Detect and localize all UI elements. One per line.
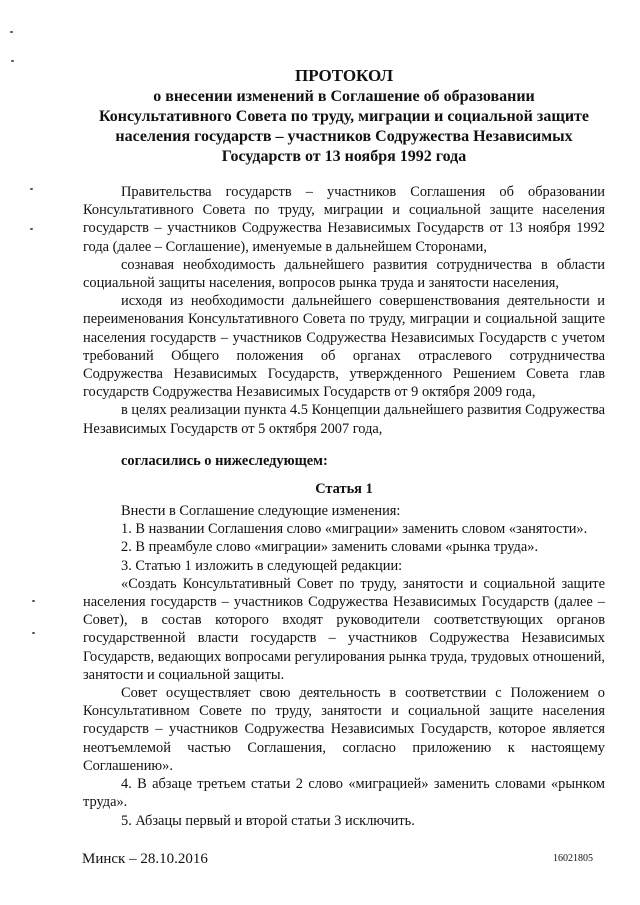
article-paragraph: 4. В абзаце третьем статьи 2 слово «миграцией» заменить словами «рынком труда». [83,776,605,811]
footer-document-code: 16021805 [553,853,593,864]
document-body [83,183,605,830]
footer-city-date: Минск – 28.10.2016 [82,851,208,867]
scan-speck [32,600,35,602]
article-heading: Статья 1 [315,481,373,498]
document-content [83,66,605,830]
title-line: Государств от 13 ноября 1992 года [221,148,467,165]
scan-speck [32,632,35,634]
preamble-paragraph: Правительства государств – участников Соглашения об образовании Консультативного Совета по труду, миграции и социальной защите населения государств – участников Содружества Независимых Государств от 13 ноября 1992 года (далее – Соглашение), именуемые в дальнейшем Сторонами, [83,184,605,255]
article-paragraph: Совет осуществляет свою деятельность в соответствии с Положением о Консультативном Совете по труду, занятости и социальной защите населения государств – участников Содружества Независимых Государств, которое является неотъемлемой частью Соглашения, согласно приложению к настоящему Соглашению». [83,685,605,774]
scan-speck [30,188,33,190]
article-paragraph: «Создать Консультативный Совет по труду, занятости и социальной защите населения государств – участников Содружества Независимых Государств (далее – Совет), в состав которого входят руководители соответствующих органов государственной власти государств – участников Содружества Независимых Государств, ведающих вопросами регулирования рынка труда, трудовых отношений, занятости и социальной защиты. [83,575,605,683]
scan-speck [30,228,33,230]
preamble-paragraph: исходя из необходимости дальнейшего совершенствования деятельности и переименования Консультативного Совета по труду, миграции и социальной защите населения государств – участников Содружества Независимых Государств с учетом требований Общего положения об органах отраслевого сотрудничества Содружества Независимых Государств, утвержденного Решением Совета глав государств Содружества Независимых Государств от 9 октября 2009 года, [83,293,605,401]
title-line: Консультативного Совета по труду, миграции и социальной защите [98,108,589,125]
agreed-statement: согласились о нижеследующем: [121,452,328,469]
article-paragraph: 5. Абзацы первый и второй статьи 3 исключить. [121,812,415,829]
article-paragraph: Внести в Соглашение следующие изменения: [121,503,401,520]
document-title [83,66,605,167]
preamble-paragraph: в целях реализации пункта 4.5 Концепции дальнейшего развития Содружества Независимых Государств от 5 октября 2007 года, [83,402,605,437]
preamble-paragraph: сознавая необходимость дальнейшего развития сотрудничества в области социальной защиты населения, вопросов рынка труда и занятости населения, [83,256,605,292]
article-paragraph: 3. Статью 1 изложить в следующей редакции: [121,557,403,574]
article-paragraph: 2. В преамбуле слово «миграции» заменить словами «рынка труда». [121,539,539,556]
article-paragraph: 1. В названии Соглашения слово «миграции» заменить словом «занятости». [121,521,588,538]
title-main: ПРОТОКОЛ [294,66,393,85]
title-line: населения государств – участников Содружества Независимых [115,128,573,145]
title-line: о внесении изменений в Соглашение об образовании [153,88,535,105]
scan-speck [10,31,13,33]
scan-speck [11,60,14,62]
